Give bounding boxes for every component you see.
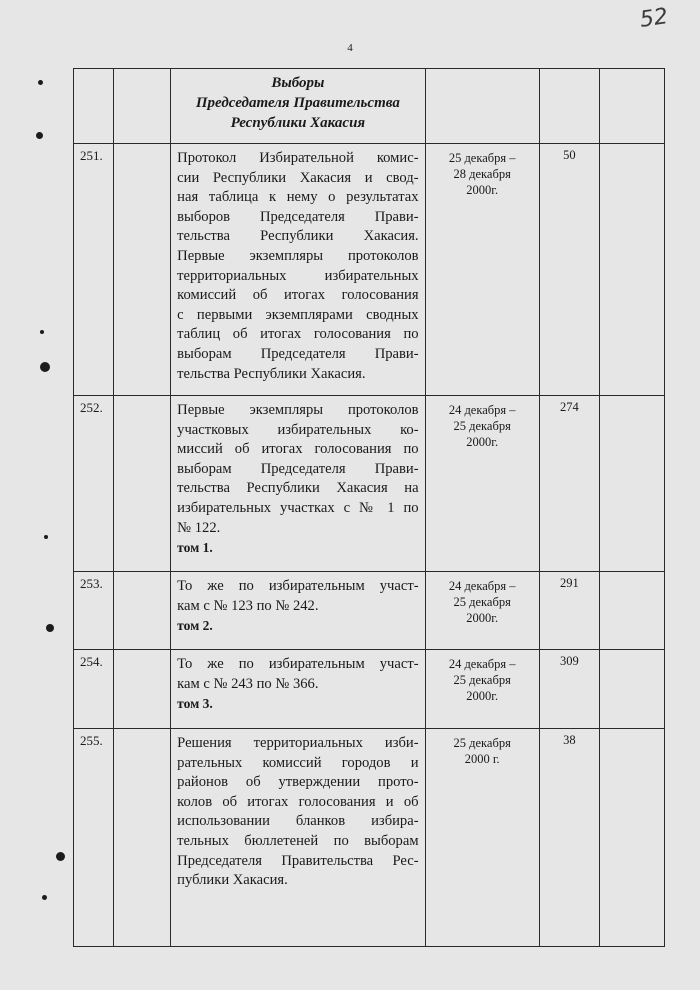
cell-empty bbox=[539, 69, 599, 144]
section-title-line: Республики Хакасия bbox=[230, 115, 366, 131]
item-volume: том 1. bbox=[177, 540, 213, 556]
table-row bbox=[74, 396, 665, 572]
item-number: 254. bbox=[74, 650, 114, 729]
section-title bbox=[171, 69, 425, 144]
item-note bbox=[599, 650, 664, 729]
item-date-line: 2000г. bbox=[466, 611, 499, 625]
item-title-line: № 122. bbox=[177, 519, 221, 536]
cell-empty bbox=[114, 650, 171, 729]
item-dates bbox=[425, 572, 539, 650]
item-date-line: 2000г. bbox=[466, 183, 499, 197]
cell-empty bbox=[114, 396, 171, 572]
item-date-line: 2000 г. bbox=[464, 752, 500, 766]
section-title-line: Председателя Правительства bbox=[195, 95, 400, 111]
item-title-line: участковых избирательных ко- bbox=[177, 421, 419, 438]
cell-empty bbox=[74, 69, 114, 144]
item-title bbox=[171, 650, 425, 729]
item-title-line: То же по избирательным участ- bbox=[177, 578, 419, 594]
cell-empty bbox=[114, 572, 171, 650]
item-title-line: с первыми экземплярами сводных bbox=[177, 306, 419, 323]
item-sheet-count: 50 bbox=[539, 144, 599, 396]
item-title-line: публики Хакасия. bbox=[177, 872, 288, 889]
cell-empty bbox=[114, 144, 171, 396]
sheet-number-handwritten: 52 bbox=[638, 4, 670, 33]
item-title bbox=[171, 572, 425, 650]
section-title-line: Выборы bbox=[271, 75, 325, 91]
item-title-line: районов об утверждении прото- bbox=[177, 774, 419, 791]
item-dates bbox=[425, 144, 539, 396]
item-title-line: выборам Председателя Прави- bbox=[177, 345, 419, 362]
punch-mark bbox=[40, 362, 50, 372]
item-title-line: колов об итогах голосования и об bbox=[177, 793, 419, 810]
item-title-line: комиссий об итогах голосования bbox=[177, 287, 419, 304]
item-title-line: кам с № 243 по № 366. bbox=[177, 675, 319, 692]
page-number: 4 bbox=[347, 42, 353, 54]
item-volume: том 3. bbox=[177, 696, 213, 712]
item-title-line: территориальных избирательных bbox=[177, 267, 419, 284]
item-dates bbox=[425, 729, 539, 947]
punch-mark bbox=[44, 535, 48, 539]
item-title-line: ная таблица к нему о результатах bbox=[177, 189, 419, 206]
item-sheet-count: 309 bbox=[539, 650, 599, 729]
item-dates bbox=[425, 396, 539, 572]
item-title-line: тельных бюллетеней по выборам bbox=[177, 832, 419, 849]
item-title-line: Протокол Избирательной комис- bbox=[177, 150, 419, 166]
item-note bbox=[599, 144, 664, 396]
item-title-line: выборам Председателя Прави- bbox=[177, 460, 419, 477]
item-title-line: таблиц об итогах голосования по bbox=[177, 326, 419, 343]
item-title-line: тельства Республики Хакасия на bbox=[177, 480, 419, 497]
item-date-line: 25 декабря bbox=[453, 595, 511, 609]
item-note bbox=[599, 572, 664, 650]
item-title-line: использовании бланков избира- bbox=[177, 813, 419, 830]
item-sheet-count: 291 bbox=[539, 572, 599, 650]
item-date-line: 25 декабря – bbox=[448, 151, 516, 165]
item-title-line: сии Республики Хакасия и свод- bbox=[177, 169, 419, 186]
item-date-line: 24 декабря – bbox=[448, 657, 516, 671]
item-title-line: Решения территориальных изби- bbox=[177, 735, 419, 751]
item-volume: том 2. bbox=[177, 618, 213, 634]
item-title bbox=[171, 729, 425, 947]
section-header-row bbox=[74, 69, 665, 144]
item-sheet-count: 274 bbox=[539, 396, 599, 572]
item-date-line: 2000г. bbox=[466, 689, 499, 703]
item-title-line: рательных комиссий городов и bbox=[177, 754, 419, 771]
table-row bbox=[74, 572, 665, 650]
cell-empty bbox=[114, 729, 171, 947]
item-note bbox=[599, 396, 664, 572]
cell-empty bbox=[114, 69, 171, 144]
item-title-line: миссий об итогах голосования по bbox=[177, 441, 419, 458]
item-date-line: 25 декабря bbox=[453, 736, 511, 750]
punch-mark bbox=[56, 852, 65, 861]
item-title bbox=[171, 396, 425, 572]
inventory-table bbox=[73, 68, 665, 947]
item-date-line: 24 декабря – bbox=[448, 403, 516, 417]
item-title-line: кам с № 123 по № 242. bbox=[177, 597, 319, 614]
item-date-line: 25 декабря bbox=[453, 419, 511, 433]
item-date-line: 2000г. bbox=[466, 435, 499, 449]
item-date-line: 25 декабря bbox=[453, 673, 511, 687]
punch-mark bbox=[42, 895, 47, 900]
item-number: 253. bbox=[74, 572, 114, 650]
table-row bbox=[74, 729, 665, 947]
item-title-line: выборов Председателя Прави- bbox=[177, 208, 419, 225]
punch-mark bbox=[40, 330, 44, 334]
punch-mark bbox=[46, 624, 54, 632]
item-title bbox=[171, 144, 425, 396]
item-title-line: тельства Республики Хакасия. bbox=[177, 365, 366, 382]
item-sheet-count: 38 bbox=[539, 729, 599, 947]
item-note bbox=[599, 729, 664, 947]
item-date-line: 24 декабря – bbox=[448, 579, 516, 593]
item-title-line: Первые экземпляры протоколов bbox=[177, 402, 419, 418]
table-row bbox=[74, 650, 665, 729]
item-dates bbox=[425, 650, 539, 729]
item-title-line: Председателя Правительства Рес- bbox=[177, 852, 419, 869]
punch-mark bbox=[38, 80, 43, 85]
item-title-line: Первые экземпляры протоколов bbox=[177, 247, 419, 264]
item-date-line: 28 декабря bbox=[453, 167, 511, 181]
punch-mark bbox=[36, 132, 43, 139]
item-title-line: избирательных участках с № 1 по bbox=[177, 499, 419, 516]
item-title-line: тельства Республики Хакасия. bbox=[177, 228, 419, 245]
item-number: 251. bbox=[74, 144, 114, 396]
cell-empty bbox=[599, 69, 664, 144]
item-number: 252. bbox=[74, 396, 114, 572]
table-row bbox=[74, 144, 665, 396]
item-number: 255. bbox=[74, 729, 114, 947]
cell-empty bbox=[425, 69, 539, 144]
item-title-line: То же по избирательным участ- bbox=[177, 656, 419, 672]
